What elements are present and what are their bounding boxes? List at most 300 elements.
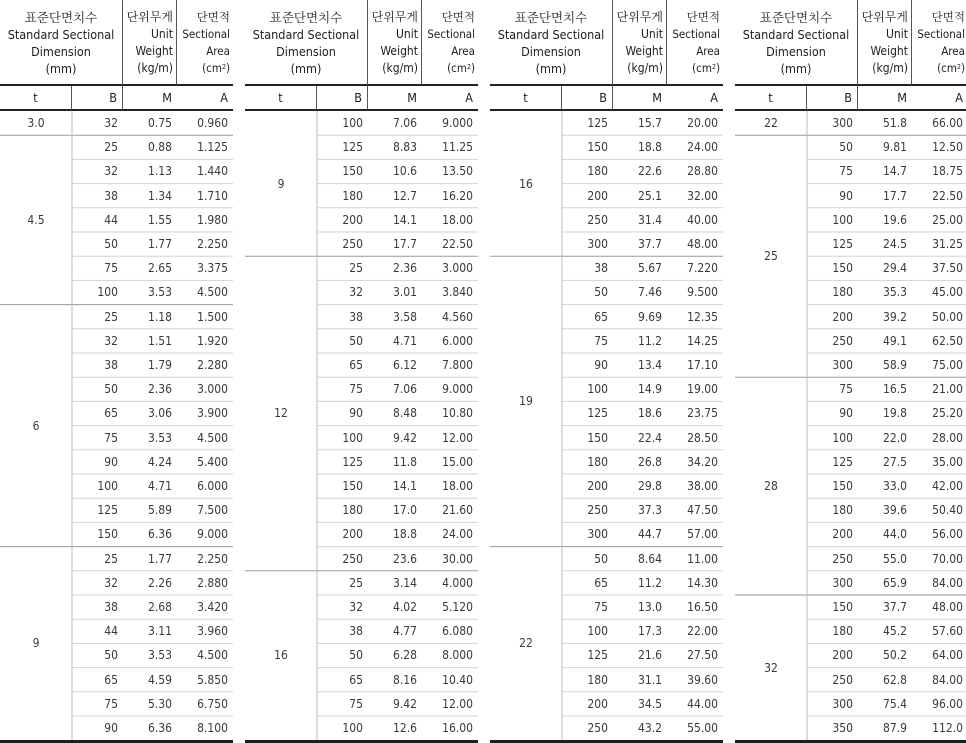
cell-m xyxy=(613,522,667,546)
cell-value: 5.400 xyxy=(197,454,228,469)
cell-m xyxy=(858,547,912,571)
cell-value: 3.840 xyxy=(442,285,473,300)
cell-value: 6.36 xyxy=(147,527,172,542)
cell-m xyxy=(858,353,912,377)
header-area-ko-text: 단면적 xyxy=(686,10,720,24)
header-col-a-text: A xyxy=(955,90,963,105)
cell-value: 1.440 xyxy=(197,164,228,179)
cell-value: 29.8 xyxy=(637,479,662,493)
cell-m xyxy=(368,522,422,546)
cell-value: 1.18 xyxy=(147,309,172,324)
cell-m xyxy=(613,716,667,740)
cell-value: 49.1 xyxy=(882,333,907,348)
header-col-t-text: t xyxy=(768,90,773,105)
cell-b xyxy=(562,232,613,256)
header-area-unit-text: (cm xyxy=(692,61,712,75)
cell-t xyxy=(490,111,562,256)
header-weight-en1-text: Unit xyxy=(641,27,663,41)
cell-a xyxy=(422,498,478,522)
cell-m xyxy=(858,305,912,329)
cell-value: 4.560 xyxy=(442,309,473,324)
cell-m xyxy=(123,716,177,740)
cell-a xyxy=(422,716,478,740)
cell-value: 300 xyxy=(587,237,608,251)
header-dimension-ko-text: 표준단면치수 xyxy=(269,10,343,25)
cell-value: 21.6 xyxy=(637,648,662,663)
cell-m xyxy=(123,401,177,425)
cell-value: 64.00 xyxy=(932,648,963,663)
cell-value: 9.500 xyxy=(687,285,718,300)
cell-b xyxy=(317,280,368,304)
cell-b xyxy=(562,643,613,667)
cell-value: 30.00 xyxy=(442,551,473,566)
cell-value: 180 xyxy=(587,164,608,179)
cell-b xyxy=(562,547,613,571)
cell-m xyxy=(613,643,667,667)
cell-value: 51.8 xyxy=(882,116,907,130)
cell-a xyxy=(912,401,966,425)
cell-value: 42.00 xyxy=(932,479,963,493)
cell-a xyxy=(912,450,966,474)
cell-value: 26.8 xyxy=(637,454,662,469)
cell-b xyxy=(807,498,858,522)
cell-a xyxy=(177,159,233,183)
cell-a xyxy=(177,643,233,667)
cell-value: 22.4 xyxy=(637,430,662,445)
cell-a xyxy=(177,111,233,135)
cell-m xyxy=(368,716,422,740)
header-col-b-text: B xyxy=(599,90,607,105)
cell-b xyxy=(807,426,858,450)
cell-value: 75.4 xyxy=(882,696,907,711)
header-area-unit-sup: 2 xyxy=(711,63,716,71)
cell-value: 65.9 xyxy=(882,575,907,590)
cell-value: 150 xyxy=(832,261,853,276)
cell-value: 6.080 xyxy=(442,624,473,639)
cell-value: 84.00 xyxy=(932,575,963,590)
cell-t xyxy=(0,111,72,135)
cell-a xyxy=(422,643,478,667)
cell-value: 11.2 xyxy=(637,575,662,590)
cell-value: 17.0 xyxy=(392,503,417,518)
cell-value: 9.42 xyxy=(392,430,417,445)
cell-t-text: 22 xyxy=(519,636,533,651)
cell-a xyxy=(177,353,233,377)
cell-value: 19.00 xyxy=(687,382,718,397)
cell-value: 28.00 xyxy=(932,430,963,445)
cell-t xyxy=(245,571,317,740)
cell-value: 39.60 xyxy=(687,672,718,687)
cell-value: 200 xyxy=(342,527,363,542)
cell-value: 11.2 xyxy=(637,333,662,348)
cell-b xyxy=(807,184,858,208)
cell-value: 38 xyxy=(349,624,363,639)
cell-value: 22.00 xyxy=(687,624,718,639)
cell-value: 3.53 xyxy=(147,648,172,663)
cell-value: 350 xyxy=(832,721,853,735)
cell-value: 75 xyxy=(104,696,118,711)
cell-value: 65 xyxy=(104,406,118,421)
cell-value: 32.00 xyxy=(687,188,718,203)
cell-b xyxy=(317,547,368,571)
cell-b xyxy=(562,450,613,474)
cell-b xyxy=(317,256,368,280)
cell-m xyxy=(858,692,912,716)
cell-m xyxy=(613,401,667,425)
cell-value: 100 xyxy=(587,624,608,639)
header-area-unit-text: (cm xyxy=(937,61,957,75)
cell-value: 25 xyxy=(104,551,118,566)
header-dimension-en2-text: Dimension xyxy=(276,44,336,59)
cell-a xyxy=(667,377,723,401)
cell-value: 87.9 xyxy=(882,721,907,735)
cell-value: 1.710 xyxy=(197,188,228,203)
cell-value: 38 xyxy=(104,600,118,614)
cell-value: 27.50 xyxy=(687,648,718,663)
cell-value: 5.120 xyxy=(442,600,473,614)
cell-b xyxy=(562,692,613,716)
header-weight-unit-text: (kg/m) xyxy=(137,61,173,75)
cell-t xyxy=(0,305,72,547)
cell-a xyxy=(177,401,233,425)
cell-value: 21.00 xyxy=(932,382,963,397)
cell-value: 100 xyxy=(342,116,363,130)
cell-value: 4.71 xyxy=(147,479,172,493)
cell-value: 8.83 xyxy=(392,140,417,155)
cell-value: 32 xyxy=(104,333,118,348)
cell-a xyxy=(667,184,723,208)
cell-value: 65 xyxy=(349,672,363,687)
cell-m xyxy=(368,595,422,619)
cell-value: 5.30 xyxy=(147,696,172,711)
cell-t-text: 16 xyxy=(519,176,533,191)
cell-value: 45.00 xyxy=(932,285,963,300)
cell-value: 17.7 xyxy=(882,188,907,203)
cell-b xyxy=(562,401,613,425)
cell-value: 200 xyxy=(342,212,363,227)
cell-a xyxy=(177,668,233,692)
cell-value: 9.81 xyxy=(882,140,907,155)
cell-b xyxy=(72,305,123,329)
cell-m xyxy=(123,692,177,716)
cell-value: 31.4 xyxy=(637,212,662,227)
cell-a xyxy=(667,474,723,498)
cell-value: 18.8 xyxy=(392,527,417,542)
cell-value: 25 xyxy=(349,575,363,590)
cell-m xyxy=(613,426,667,450)
header-area-en1-text: Sectional xyxy=(427,27,475,41)
cell-a xyxy=(912,159,966,183)
cell-value: 200 xyxy=(587,479,608,493)
cell-b xyxy=(317,401,368,425)
cell-value: 40.00 xyxy=(687,212,718,227)
cell-value: 7.06 xyxy=(392,116,417,130)
cell-a xyxy=(422,111,478,135)
cell-value: 3.375 xyxy=(197,261,228,276)
cell-m xyxy=(858,426,912,450)
cell-a xyxy=(912,692,966,716)
cell-a xyxy=(667,692,723,716)
cell-value: 150 xyxy=(97,527,118,542)
cell-m xyxy=(613,111,667,135)
cell-value: 3.53 xyxy=(147,430,172,445)
cell-b xyxy=(807,353,858,377)
cell-value: 6.12 xyxy=(392,358,417,372)
cell-value: 150 xyxy=(587,140,608,155)
cell-a xyxy=(912,208,966,232)
cell-m xyxy=(858,643,912,667)
cell-value: 32 xyxy=(104,116,118,130)
cell-value: 25 xyxy=(349,261,363,276)
cell-value: 125 xyxy=(97,503,118,518)
cell-value: 2.68 xyxy=(147,600,172,614)
header-weight-en1-text: Unit xyxy=(886,27,908,41)
cell-a xyxy=(422,329,478,353)
cell-value: 22.50 xyxy=(442,237,473,251)
cell-value: 5.89 xyxy=(147,503,172,518)
header-area-unit-close: ) xyxy=(715,61,720,75)
cell-b xyxy=(72,208,123,232)
cell-m xyxy=(613,692,667,716)
cell-value: 250 xyxy=(832,333,853,348)
cell-value: 2.26 xyxy=(147,575,172,590)
cell-value: 12.00 xyxy=(442,430,473,445)
cell-value: 2.65 xyxy=(147,261,172,276)
cell-value: 125 xyxy=(832,454,853,469)
cell-value: 125 xyxy=(832,237,853,251)
cell-m xyxy=(858,377,912,401)
cell-value: 34.5 xyxy=(637,696,662,711)
header-area-unit-sup: 2 xyxy=(466,63,471,71)
cell-b xyxy=(807,208,858,232)
cell-a xyxy=(177,498,233,522)
cell-t-text: 12 xyxy=(274,406,288,421)
cell-a xyxy=(912,522,966,546)
header-area-unit-sup: 2 xyxy=(221,63,226,71)
cell-m xyxy=(368,232,422,256)
cell-a xyxy=(177,450,233,474)
cell-value: 32 xyxy=(349,285,363,300)
cell-value: 25 xyxy=(104,309,118,324)
header-weight-en2-text: Weight xyxy=(135,44,173,58)
cell-m xyxy=(613,474,667,498)
cell-value: 44 xyxy=(104,212,118,227)
cell-b xyxy=(807,135,858,159)
cell-m xyxy=(368,305,422,329)
cell-b xyxy=(72,716,123,740)
cell-b xyxy=(317,450,368,474)
cell-m xyxy=(613,547,667,571)
cell-b xyxy=(317,426,368,450)
cell-b xyxy=(562,111,613,135)
cell-value: 18.00 xyxy=(442,212,473,227)
cell-m xyxy=(613,353,667,377)
cell-value: 12.35 xyxy=(687,309,718,324)
cell-a xyxy=(912,643,966,667)
cell-value: 1.34 xyxy=(147,188,172,203)
cell-value: 15.00 xyxy=(442,454,473,469)
cell-value: 3.000 xyxy=(197,382,228,397)
cell-t-text: 9 xyxy=(277,176,285,191)
cell-t-text: 3.0 xyxy=(27,116,45,131)
cell-t xyxy=(490,547,562,741)
cell-b xyxy=(807,668,858,692)
cell-m xyxy=(613,184,667,208)
cell-value: 17.10 xyxy=(687,358,718,372)
cell-value: 9.42 xyxy=(392,696,417,711)
cell-m xyxy=(123,159,177,183)
cell-value: 20.00 xyxy=(687,116,718,130)
header-area-unit-text: (cm xyxy=(202,61,222,75)
cell-value: 180 xyxy=(832,624,853,639)
cell-m xyxy=(858,256,912,280)
cell-b xyxy=(317,329,368,353)
cell-m xyxy=(368,159,422,183)
cell-m xyxy=(613,571,667,595)
header-weight-ko-text: 단위무게 xyxy=(371,10,418,24)
cell-b xyxy=(72,547,123,571)
header-area-unit-close: ) xyxy=(225,61,230,75)
cell-m xyxy=(368,571,422,595)
cell-b xyxy=(807,643,858,667)
header-weight-en1-text: Unit xyxy=(396,27,418,41)
cell-value: 3.53 xyxy=(147,285,172,300)
cell-value: 6.36 xyxy=(147,721,172,735)
cell-value: 55.00 xyxy=(687,721,718,735)
cell-value: 58.9 xyxy=(882,358,907,372)
cell-value: 25.1 xyxy=(637,188,662,203)
cell-b xyxy=(562,280,613,304)
cell-a xyxy=(422,595,478,619)
cell-value: 90 xyxy=(349,406,363,421)
cell-a xyxy=(667,595,723,619)
cell-value: 125 xyxy=(587,648,608,663)
cell-value: 90 xyxy=(839,406,853,421)
header-col-b-text: B xyxy=(109,90,117,105)
cell-value: 14.1 xyxy=(392,212,417,227)
cell-value: 16.00 xyxy=(442,721,473,735)
cell-value: 75 xyxy=(104,430,118,445)
cell-value: 200 xyxy=(832,527,853,542)
cell-m xyxy=(613,208,667,232)
cell-a xyxy=(177,692,233,716)
header-area-unit-text: (cm xyxy=(447,61,467,75)
header-dimension-en1-text: Standard Sectional xyxy=(742,27,850,42)
cell-value: 33.0 xyxy=(882,479,907,493)
cell-value: 48.00 xyxy=(687,237,718,251)
cell-value: 34.20 xyxy=(687,454,718,469)
cell-value: 250 xyxy=(587,212,608,227)
cell-value: 150 xyxy=(832,600,853,614)
cell-m xyxy=(368,474,422,498)
header-col-t-text: t xyxy=(278,90,283,105)
cell-b xyxy=(807,522,858,546)
cell-b xyxy=(72,401,123,425)
cell-value: 2.880 xyxy=(197,575,228,590)
cell-value: 65 xyxy=(349,358,363,372)
cell-m xyxy=(858,595,912,619)
header-col-m-text: M xyxy=(162,90,172,105)
cell-b xyxy=(807,571,858,595)
cell-m xyxy=(123,450,177,474)
cell-a xyxy=(177,716,233,740)
cell-b xyxy=(807,474,858,498)
cell-m xyxy=(368,668,422,692)
cell-b xyxy=(317,111,368,135)
cell-m xyxy=(858,111,912,135)
cell-m xyxy=(123,522,177,546)
cell-value: 66.00 xyxy=(932,116,963,130)
cell-a xyxy=(422,353,478,377)
header-dimension-en1-text: Standard Sectional xyxy=(497,27,605,42)
cell-value: 19.8 xyxy=(882,406,907,421)
cell-value: 250 xyxy=(342,237,363,251)
cell-value: 250 xyxy=(587,721,608,735)
cell-value: 62.8 xyxy=(882,672,907,687)
header-col-a-text: A xyxy=(465,90,473,105)
header-col-b-text: B xyxy=(354,90,362,105)
cell-value: 45.2 xyxy=(882,624,907,639)
header-dimension-en1-text: Standard Sectional xyxy=(7,27,115,42)
cell-b xyxy=(72,353,123,377)
cell-value: 44.00 xyxy=(687,696,718,711)
cell-value: 13.4 xyxy=(637,358,662,372)
cell-a xyxy=(912,135,966,159)
cell-a xyxy=(177,377,233,401)
cell-value: 16.20 xyxy=(442,188,473,203)
cell-a xyxy=(177,522,233,546)
cell-value: 10.6 xyxy=(392,164,417,179)
cell-a xyxy=(422,377,478,401)
cell-value: 24.5 xyxy=(882,237,907,251)
cell-value: 125 xyxy=(587,406,608,421)
cell-m xyxy=(858,208,912,232)
cell-t-text: 6 xyxy=(32,418,40,433)
cell-value: 17.7 xyxy=(392,237,417,251)
cell-value: 2.250 xyxy=(197,237,228,251)
cell-a xyxy=(422,547,478,571)
header-weight-en2-text: Weight xyxy=(625,44,663,58)
cell-a xyxy=(667,208,723,232)
cell-a xyxy=(177,571,233,595)
cell-a xyxy=(667,668,723,692)
cell-b xyxy=(807,619,858,643)
cell-a xyxy=(667,135,723,159)
cell-m xyxy=(368,547,422,571)
cell-value: 55.0 xyxy=(882,551,907,566)
header-area-en2-text: Area xyxy=(451,44,475,58)
cell-value: 43.2 xyxy=(637,721,662,735)
cell-value: 39.2 xyxy=(882,309,907,324)
cell-value: 57.60 xyxy=(932,624,963,639)
cell-t-text: 9 xyxy=(32,636,40,651)
cell-value: 6.000 xyxy=(442,333,473,348)
cell-m xyxy=(123,498,177,522)
cell-a xyxy=(422,401,478,425)
cell-m xyxy=(613,450,667,474)
cell-b xyxy=(562,595,613,619)
cell-value: 3.11 xyxy=(147,624,172,639)
cell-b xyxy=(72,522,123,546)
cell-m xyxy=(368,280,422,304)
cell-a xyxy=(912,498,966,522)
cell-value: 10.80 xyxy=(442,406,473,421)
cell-a xyxy=(912,111,966,135)
cell-a xyxy=(422,668,478,692)
cell-m xyxy=(123,668,177,692)
cell-a xyxy=(912,595,966,619)
cell-b xyxy=(317,716,368,740)
